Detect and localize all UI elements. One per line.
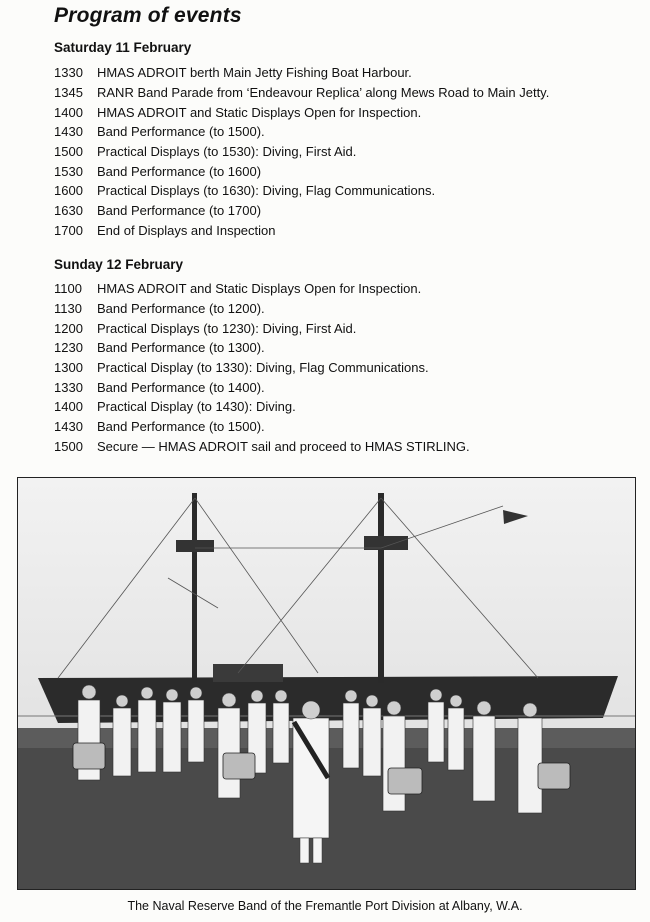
event-time: 1400 [54, 104, 83, 120]
event-time: 1100 [54, 281, 82, 297]
event-time: 1330 [54, 379, 83, 395]
event-time: 1230 [54, 340, 83, 356]
event-row [54, 318, 644, 338]
page-title: Program of events [54, 4, 242, 27]
event-text: HMAS ADROIT berth Main Jetty Fishing Boat Harbour. [97, 65, 412, 81]
day-heading-saturday: Saturday 11 February [54, 40, 192, 55]
event-text: Practical Displays (to 1530): Diving, First Aid. [97, 144, 357, 160]
band-photo-illustration [18, 478, 635, 889]
event-text: Band Performance (to 1600) [97, 163, 262, 179]
event-text: Band Performance (to 1700) [97, 203, 262, 219]
event-time: 1300 [54, 360, 83, 376]
band-photo [17, 477, 636, 890]
event-time: 1400 [54, 399, 83, 415]
event-row [54, 102, 644, 122]
event-time: 1630 [54, 203, 83, 219]
event-row [54, 221, 644, 241]
event-time: 1530 [54, 163, 83, 179]
event-time: 1430 [54, 124, 83, 140]
ship-mast-fore [192, 493, 197, 683]
event-row [54, 437, 644, 457]
event-row [54, 83, 644, 103]
event-row [54, 397, 644, 417]
event-time: 1130 [54, 301, 82, 317]
event-row [54, 63, 644, 83]
event-text: Secure — HMAS ADROIT sail and proceed to HMAS STIRLING. [97, 438, 470, 454]
event-time: 1330 [54, 65, 83, 81]
day-heading-sunday: Sunday 12 February [54, 257, 184, 272]
photo-caption: The Naval Reserve Band of the Fremantle Port Division at Albany, W.A. [127, 899, 523, 913]
event-row [54, 377, 644, 397]
event-time: 1500 [54, 144, 83, 160]
event-row [54, 201, 644, 221]
event-row [54, 338, 644, 358]
event-row [54, 161, 644, 181]
event-row [54, 122, 644, 142]
schedule-saturday [54, 63, 644, 240]
schedule-sunday [54, 279, 644, 456]
event-row [54, 417, 644, 437]
event-time: 1345 [54, 85, 83, 101]
event-time: 1700 [54, 222, 83, 238]
event-text: Band Performance (to 1500). [97, 419, 265, 435]
event-row [54, 358, 644, 378]
event-text: Practical Display (to 1430): Diving. [97, 399, 296, 415]
event-row [54, 279, 644, 299]
event-text: Practical Displays (to 1230): Diving, First Aid. [97, 320, 357, 336]
event-time: 1600 [54, 183, 83, 199]
event-text: Practical Display (to 1330): Diving, Flag Communications. [97, 360, 429, 376]
event-text: Practical Displays (to 1630): Diving, Flag Communications. [97, 183, 436, 199]
event-text: End of Displays and Inspection [97, 222, 276, 238]
event-text: Band Performance (to 1300). [97, 340, 265, 356]
event-time: 1200 [54, 320, 83, 336]
event-text: HMAS ADROIT and Static Displays Open for Inspection. [97, 281, 422, 297]
event-time: 1430 [54, 419, 83, 435]
ship-mast-main [378, 493, 384, 683]
event-text: HMAS ADROIT and Static Displays Open for Inspection. [97, 104, 422, 120]
event-time: 1500 [54, 438, 83, 454]
event-row [54, 181, 644, 201]
event-text: Band Performance (to 1200). [97, 301, 265, 317]
event-text: Band Performance (to 1400). [97, 379, 265, 395]
event-text: Band Performance (to 1500). [97, 124, 265, 140]
event-text: RANR Band Parade from ‘Endeavour Replica’ along Mews Road to Main Jetty. [97, 85, 550, 101]
event-row [54, 299, 644, 319]
event-row [54, 142, 644, 162]
